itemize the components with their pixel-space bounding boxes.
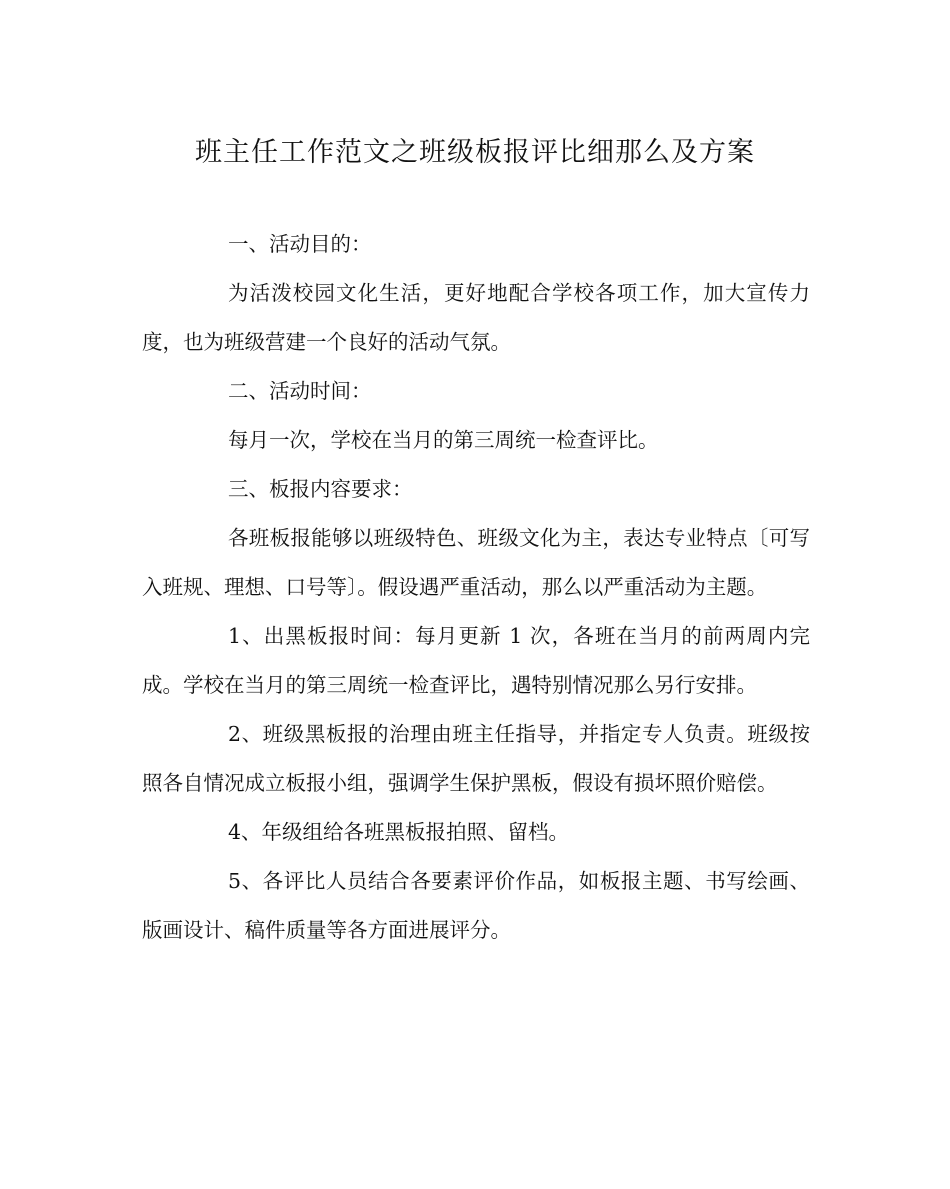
section-heading-time: 二、活动时间： (228, 379, 372, 403)
section-heading-requirements: 三、板报内容要求： (228, 477, 413, 501)
list-item-4: 4、年级组给各班黑板报拍照、留档。 (228, 820, 570, 844)
document-title: 班主任工作范文之班级板报评比细那么及方案 (195, 137, 755, 168)
document-body (142, 220, 810, 955)
paragraph-requirements: 各班板报能够以班级特色、班级文化为主，表达专业特点〔可写入班规、理想、口号等〕。假设遇严重活动，那么以严重活动为主题。 (142, 526, 810, 599)
section-heading-purpose: 一、活动目的： (228, 232, 372, 256)
paragraph-purpose: 为活泼校园文化生活，更好地配合学校各项工作，加大宣传力度，也为班级营建一个良好的活动气氛。 (142, 281, 810, 354)
paragraph-time: 每月一次，学校在当月的第三周统一检查评比。 (228, 428, 659, 452)
list-item-5: 5、各评比人员结合各要素评价作品，如板报主题、书写绘画、版画设计、稿件质量等各方面进展评分。 (142, 869, 810, 942)
list-item-1: 1、出黑板报时间：每月更新 1 次，各班在当月的前两周内完成。学校在当月的第三周统一检查评比，遇特别情况那么另行安排。 (142, 624, 810, 697)
list-item-2: 2、班级黑板报的治理由班主任指导，并指定专人负责。班级按照各自情况成立板报小组，强调学生保护黑板，假设有损坏照价赔偿。 (142, 722, 810, 795)
